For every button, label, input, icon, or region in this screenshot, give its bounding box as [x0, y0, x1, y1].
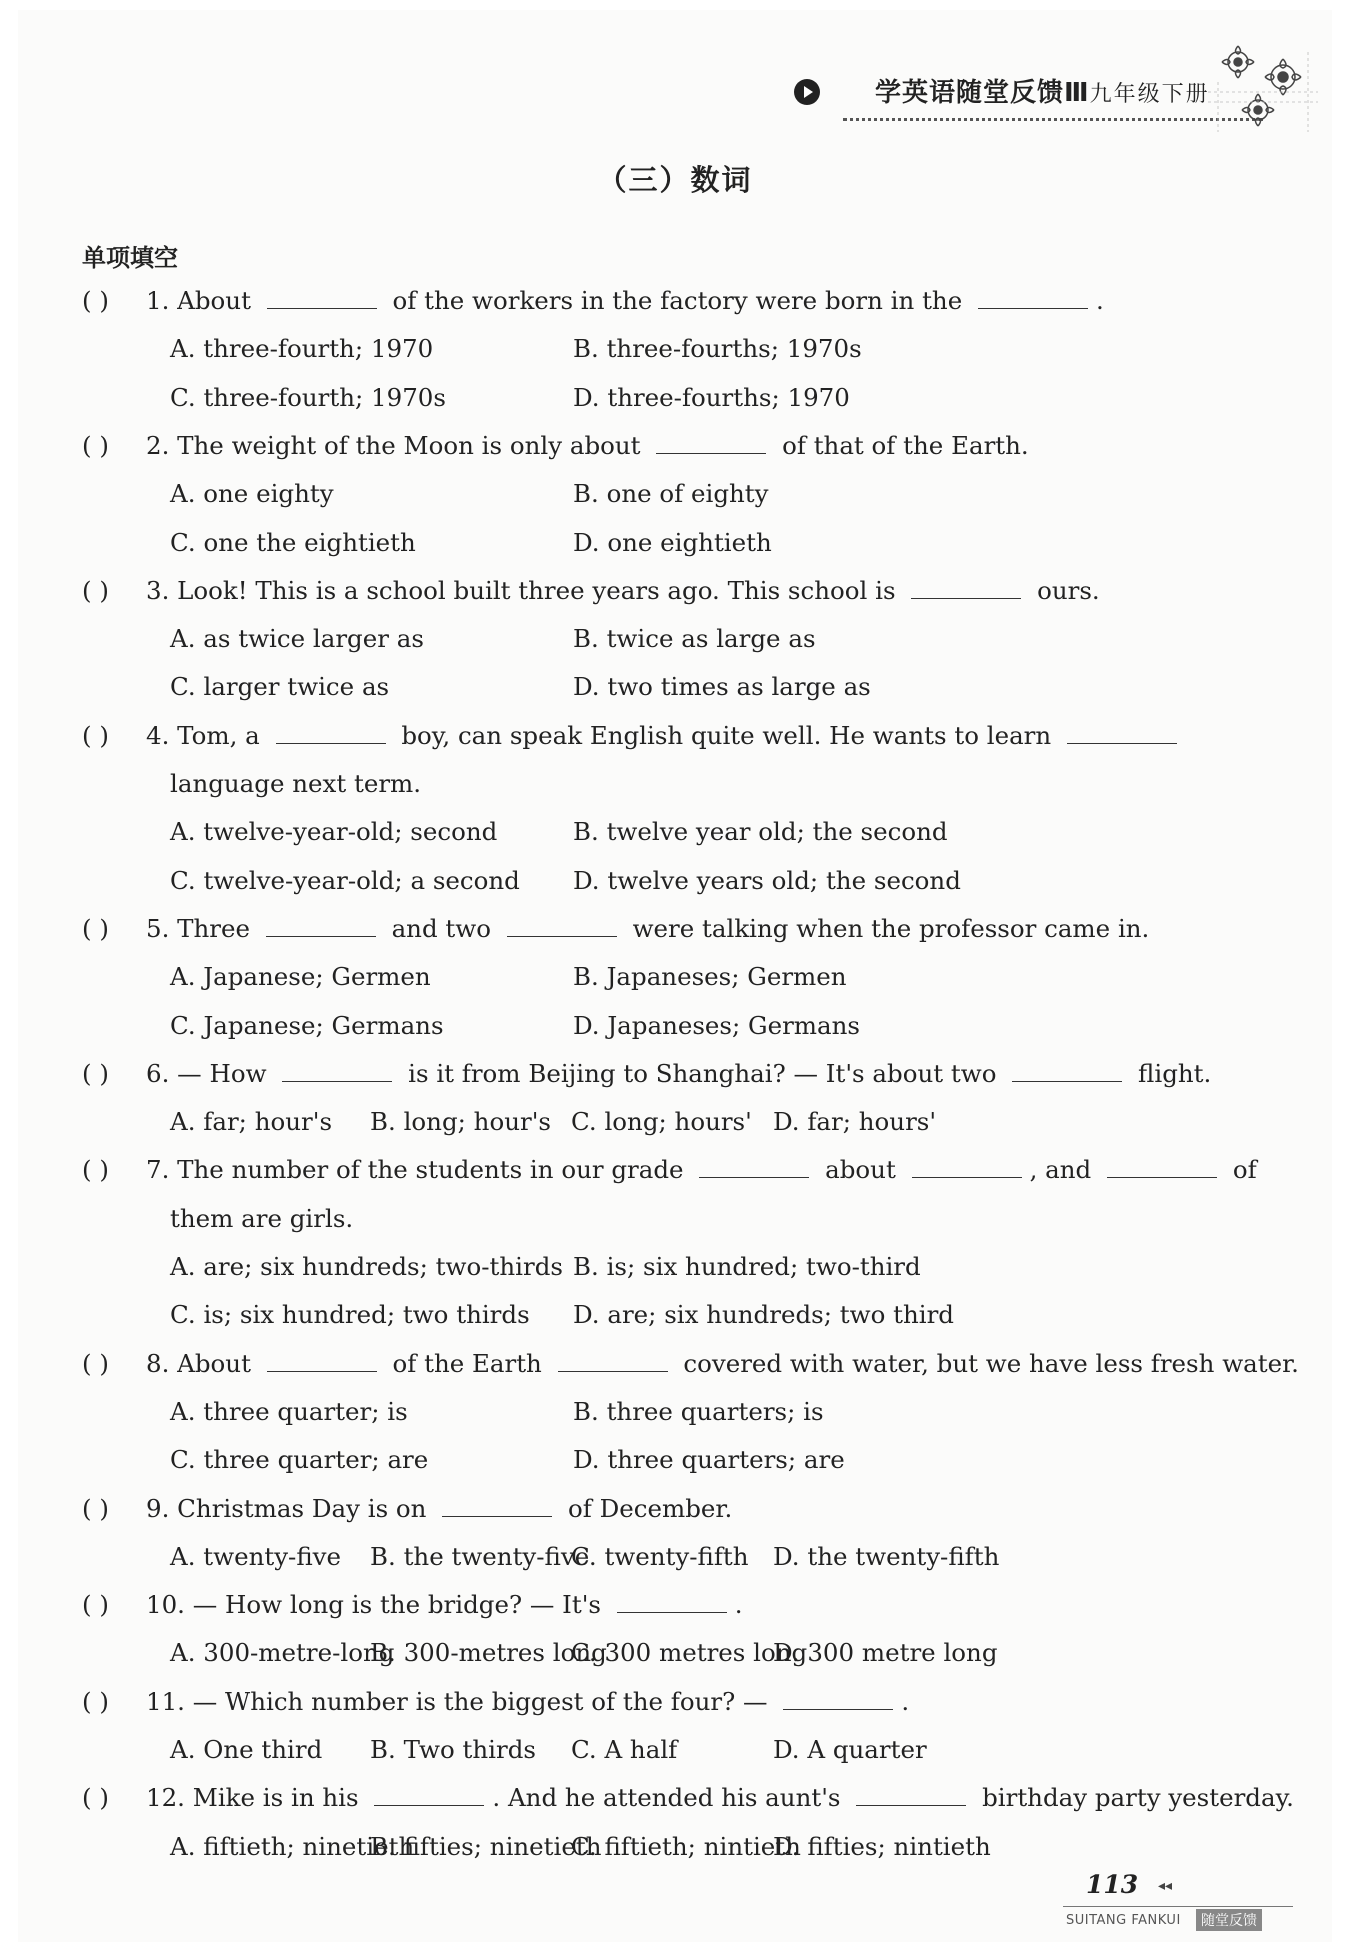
question-text: [146, 1590, 743, 1620]
answer-blank[interactable]: [617, 1590, 727, 1613]
answer-option: A. three quarter; is: [170, 1396, 408, 1426]
answer-option: D. far; hours': [773, 1107, 937, 1137]
answer-bracket[interactable]: ( ): [82, 1783, 109, 1813]
question-text: [146, 1783, 1294, 1813]
answer-option: B. three quarters; is: [573, 1396, 824, 1426]
question-text: [146, 431, 1029, 461]
answer-option: A. one eighty: [170, 479, 334, 509]
section-heading: 单项填空: [82, 244, 178, 272]
answer-option: A. fiftieth; ninetieth: [170, 1831, 415, 1861]
question-segment: and two: [383, 913, 499, 943]
answer-blank[interactable]: [783, 1687, 893, 1710]
answer-option: D. A quarter: [773, 1735, 927, 1764]
answer-bracket[interactable]: ( ): [82, 430, 109, 460]
answer-option: C. A half: [571, 1735, 678, 1764]
question-text: [146, 721, 1185, 751]
answer-blank[interactable]: [1012, 1059, 1122, 1082]
section-title: （三）数词: [597, 163, 753, 197]
answer-option: B. long; hour's: [370, 1107, 551, 1137]
answer-option: D. Japaneses; Germans: [573, 1010, 861, 1040]
question-text: [146, 1687, 909, 1717]
question-segment: were talking when the professor came in.: [624, 913, 1150, 943]
question-segment: 7. The number of the students in our grade: [146, 1155, 692, 1185]
answer-bracket[interactable]: ( ): [82, 575, 109, 605]
answer-option: A. Japanese; Germen: [170, 962, 431, 992]
answer-bracket[interactable]: ( ): [82, 286, 109, 315]
answer-bracket[interactable]: ( ): [82, 1493, 109, 1523]
answer-blank[interactable]: [374, 1783, 484, 1806]
answer-option: C. long; hours': [571, 1107, 752, 1137]
answer-blank[interactable]: [856, 1783, 966, 1806]
question-text: [146, 286, 1104, 316]
question-text: [146, 1494, 732, 1524]
answer-bracket[interactable]: ( ): [82, 1590, 109, 1620]
answer-blank[interactable]: [911, 576, 1021, 599]
question-segment: about: [817, 1155, 904, 1185]
question-segment: 5. Three: [146, 913, 258, 943]
answer-option: A. twelve-year-old; second: [170, 817, 498, 847]
answer-option: C. one the eightieth: [170, 527, 416, 557]
question-text: [146, 1059, 1211, 1089]
question-segment: 8. About: [146, 1348, 259, 1378]
answer-option: C. is; six hundred; two thirds: [170, 1300, 530, 1330]
question-segment: 10. — How long is the bridge? — It's: [146, 1590, 609, 1620]
answer-option: B. is; six hundred; two-third: [573, 1252, 921, 1281]
answer-option: A. One third: [170, 1735, 323, 1764]
answer-option: B. one of eighty: [573, 479, 769, 509]
answer-blank[interactable]: [507, 914, 617, 937]
answer-option: C. Japanese; Germans: [170, 1010, 444, 1040]
answer-option: B. twice as large as: [573, 624, 816, 654]
flower-icon: [1198, 32, 1328, 142]
answer-option: B. Two thirds: [370, 1735, 536, 1764]
answer-blank[interactable]: [267, 286, 377, 309]
play-icon: [793, 78, 821, 106]
answer-option: A. are; six hundreds; two-thirds: [170, 1252, 563, 1281]
answer-option: C. twelve-year-old; a second: [170, 865, 520, 895]
answer-option: D. two times as large as: [573, 672, 871, 702]
worksheet-page: [18, 10, 1332, 1942]
answer-option: C. fiftieth; nintieth: [571, 1831, 801, 1861]
question-segment: covered with water, but we have less fresh water.: [675, 1348, 1299, 1378]
answer-blank[interactable]: [1067, 721, 1177, 744]
header-subtitle: 九年级下册: [1089, 82, 1210, 107]
question-segment: boy, can speak English quite well. He wants to learn: [393, 720, 1059, 750]
question-segment: of the workers in the factory were born in the: [384, 286, 970, 315]
question-segment: ours.: [1029, 575, 1100, 605]
question-segment: 6. — How: [146, 1058, 275, 1088]
footer-rule: [1063, 1906, 1293, 1907]
answer-bracket[interactable]: ( ): [82, 913, 109, 943]
question-segment: .: [901, 1686, 910, 1716]
answer-blank[interactable]: [558, 1349, 668, 1372]
answer-option: C. three-fourth; 1970s: [170, 382, 446, 412]
answer-option: D. 300 metre long: [773, 1638, 998, 1668]
header-title-text: 学英语随堂反馈Ⅲ: [875, 78, 1090, 108]
answer-option: D. are; six hundreds; two third: [573, 1300, 954, 1330]
header-title: [875, 72, 1210, 109]
question-segment: them are girls.: [170, 1203, 354, 1233]
answer-bracket[interactable]: ( ): [82, 1686, 109, 1716]
question-segment: 11. — Which number is the biggest of the four? —: [146, 1686, 776, 1716]
answer-blank[interactable]: [276, 721, 386, 744]
question-text: [170, 1204, 353, 1234]
question-segment: . And he attended his aunt's: [492, 1783, 849, 1813]
question-segment: flight.: [1130, 1058, 1212, 1088]
answer-blank[interactable]: [442, 1494, 552, 1517]
answer-option: B. fifties; ninetieth: [370, 1831, 602, 1861]
answer-blank[interactable]: [267, 1349, 377, 1372]
question-segment: .: [1096, 286, 1104, 315]
footer-english: SUITANG FANKUI: [1066, 1913, 1181, 1928]
question-text: [146, 1155, 1257, 1185]
answer-option: A. as twice larger as: [170, 624, 424, 654]
question-segment: is it from Beijing to Shanghai? — It's about two: [400, 1058, 1005, 1088]
question-segment: birthday party yesterday.: [974, 1783, 1294, 1813]
question-segment: of: [1225, 1155, 1257, 1185]
answer-option: C. larger twice as: [170, 672, 390, 702]
question-segment: 3. Look! This is a school built three years ago. This school is: [146, 575, 904, 605]
question-text: [146, 1349, 1299, 1379]
answer-option: B. 300-metres long: [370, 1638, 607, 1668]
question-text: [170, 769, 421, 799]
answer-blank[interactable]: [1107, 1155, 1217, 1178]
question-text: [146, 576, 1100, 606]
answer-option: A. three-fourth; 1970: [170, 334, 434, 364]
answer-option: A. 300-metre-long: [170, 1638, 395, 1668]
answer-option: B. twelve year old; the second: [573, 817, 948, 847]
answer-blank[interactable]: [978, 286, 1088, 309]
question-segment: of the Earth: [384, 1348, 550, 1378]
answer-bracket[interactable]: ( ): [82, 1058, 109, 1088]
question-text: [146, 914, 1149, 944]
question-segment: , and: [1029, 1155, 1100, 1185]
question-segment: 9. Christmas Day is on: [146, 1493, 435, 1523]
answer-option: C. three quarter; are: [170, 1445, 429, 1475]
question-segment: language next term.: [170, 769, 422, 798]
question-segment: 1. About: [146, 286, 259, 315]
answer-blank[interactable]: [699, 1155, 809, 1178]
answer-blank[interactable]: [912, 1155, 1022, 1178]
answer-option: C. 300 metres long: [571, 1638, 808, 1668]
answer-option: B. the twenty-five: [370, 1541, 590, 1571]
answer-option: B. three-fourths; 1970s: [573, 334, 862, 364]
answer-option: C. twenty-fifth: [571, 1541, 749, 1571]
question-segment: 4. Tom, a: [146, 720, 268, 750]
question-segment: 2. The weight of the Moon is only about: [146, 430, 649, 460]
question-segment: of December.: [560, 1493, 733, 1523]
answer-option: A. far; hour's: [170, 1107, 333, 1137]
footer-chinese: 随堂反馈: [1196, 1909, 1262, 1931]
question-segment: 12. Mike is in his: [146, 1783, 367, 1813]
question-segment: of that of the Earth.: [774, 430, 1029, 460]
answer-option: D. fifties; nintieth: [773, 1831, 991, 1861]
answer-bracket[interactable]: ( ): [82, 1155, 109, 1185]
answer-option: B. Japaneses; Germen: [573, 962, 847, 992]
question-segment: .: [734, 1590, 743, 1620]
answer-option: A. twenty-five: [170, 1541, 342, 1571]
footer-arrows-icon: ◂◂: [1158, 1878, 1173, 1894]
answer-bracket[interactable]: ( ): [82, 720, 109, 750]
answer-blank[interactable]: [656, 431, 766, 454]
answer-blank[interactable]: [266, 914, 376, 937]
answer-option: D. one eightieth: [573, 527, 772, 557]
answer-option: D. twelve years old; the second: [573, 865, 961, 895]
answer-option: D. three-fourths; 1970: [573, 382, 850, 412]
answer-blank[interactable]: [282, 1059, 392, 1082]
answer-bracket[interactable]: ( ): [82, 1348, 109, 1378]
page-number: 113: [1086, 1870, 1139, 1899]
answer-option: D. the twenty-fifth: [773, 1541, 1000, 1571]
answer-option: D. three quarters; are: [573, 1445, 845, 1475]
